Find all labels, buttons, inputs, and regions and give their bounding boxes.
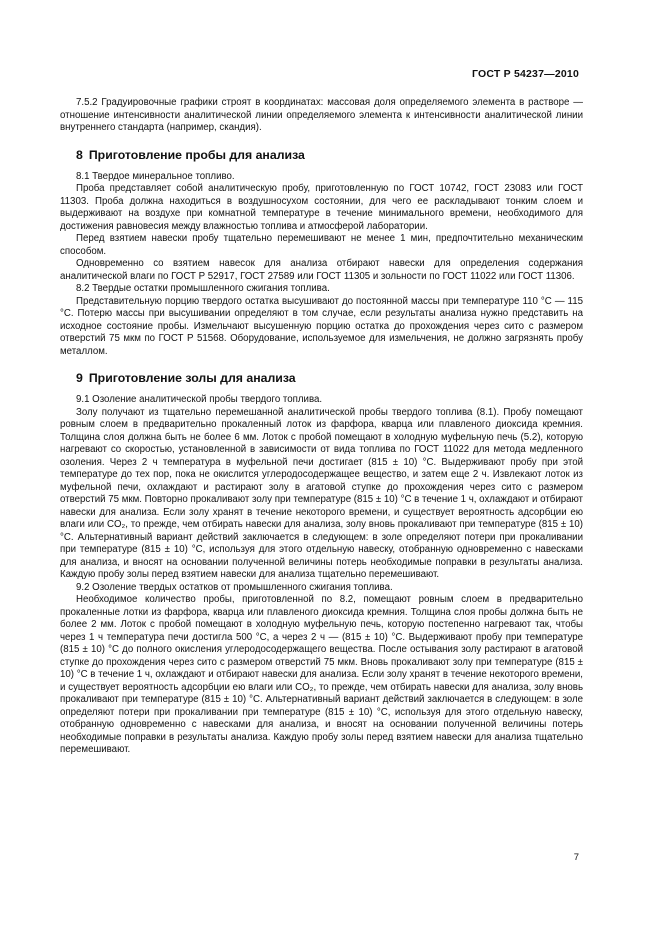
section-number: 8 bbox=[76, 147, 83, 162]
paragraph: Перед взятием навески пробу тщательно перемешивают не менее 1 мин, предпочтительно механическим способом. bbox=[60, 233, 583, 257]
section-heading bbox=[76, 148, 583, 162]
section-title: Приготовление пробы для анализа bbox=[88, 147, 305, 162]
paragraph: Проба представляет собой аналитическую пробу, приготовленную по ГОСТ 10742, ГОСТ 23083 или ГОСТ 11303. Проба должна находиться в воздушносухом состоянии, для чего ее раскладывают тонким слоем и выдерживают на воздухе при комнатной температуре в течение минимального времени, необходимого для достижения равновесия между влажностью топлива и атмосферой лаборатории. bbox=[60, 183, 583, 232]
paragraph: 8.2 Твердые остатки промышленного сжигания топлива. bbox=[76, 283, 330, 294]
section-title: Приготовление золы для анализа bbox=[88, 371, 296, 385]
paragraph: 8.1 Твердое минеральное топливо. bbox=[76, 170, 235, 182]
page-number: 7 bbox=[573, 852, 579, 863]
paragraph: Золу получают из тщательно перемешанной аналитической пробы твердого топлива (8.1). Пробу помещают ровным слоем в предварительно прокаленный лоток из фарфора, кварца или плавленого диоксида кремния. Толщина слоя должна быть не более 6 мм. Лоток с пробой помещают в холодную муфельную печь (5.2), которую нагревают со скоростью, установленной в зависимости от вида топлива по ГОСТ 11022 для метода медленного озоления. Через 2 ч температура в муфельной печи достигает (815 ± 10) °С. Выдерживают пробу при этой температуре до тех пор, пока не окислится углеродосодержащее вещество, и затем еще 2 ч. Извлекают лоток из муфельной печи, охлаждают и растирают золу в агатовой ступке до прохождения через сито с размером отверстий 75 мкм. Повторно прокаливают золу при температуре (815 ± 10) °С в течение 1 ч, охлаждают и отбирают навески для анализа. Если золу хранят в течение некоторого времени, и существует вероятность адсорбции ею влаги или CO₂, то прежде, чем отбирать навески для анализа, золу вновь прокаливают при температуре (815 ± 10) °С. Альтернативный вариант действий заключается в следующем: в золе определяют потери при прокаливании при температуре (815 ± 10) °С, используя для этого отдельную навеску, отобранную одновременно с навесками для анализа, и вносят на основании полученной величины потерь необходимые поправки в результаты анализа. Каждую пробу золы перед взятием навески для анализа тщательно перемешивают. bbox=[60, 406, 583, 580]
paragraph: Одновременно со взятием навесок для анализа отбирают навески для определения содержания аналитической влаги по ГОСТ Р 52917, ГОСТ 27589 или ГОСТ 11305 и зольности по ГОСТ 11022 или ГОСТ 11306. bbox=[60, 258, 583, 282]
section-number: 9 bbox=[76, 371, 83, 385]
paragraph: 7.5.2 Градуировочные графики строят в координатах: массовая доля определяемого элемента в растворе — отношение интенсивности аналитической линии определяемого элемента к интенсивности аналитической линии внутреннего стандарта (например, скандия). bbox=[60, 97, 583, 133]
paragraph: 9.1 Озоление аналитической пробы твердого топлива. bbox=[76, 394, 323, 405]
paragraph: Представительную порцию твердого остатка высушивают до постоянной массы при температуре 110 °С — 115 °С. Потерю массы при высушивании определяют в том случае, если результаты анализа нужно представить на исходное состояние пробы. Измельчают высушенную порцию остатка до прохождения через сито с размером отверстий 75 мкм по ГОСТ Р 51568. Оборудование, используемое для измельчения, не должно загрязнять пробу металлом. bbox=[60, 295, 583, 357]
document-body bbox=[60, 97, 583, 757]
section-heading bbox=[76, 371, 583, 385]
document-header: ГОСТ Р 54237—2010 bbox=[471, 68, 579, 80]
paragraph: 9.2 Озоление твердых остатков от промышленного сжигания топлива. bbox=[76, 581, 393, 593]
paragraph: Необходимое количество пробы, приготовленной по 8.2, помещают ровным слоем в предварительно прокаленные лотки из фарфора, кварца или плавленого диоксида кремния. Толщина слоя пробы должна быть не более 2 мм. Лоток с пробой помещают в холодную муфельную печь, которую постепенно нагревают так, чтобы через 1 ч температура печи достигла 500 °С, а через 2 ч — (815 ± 10) °С. Выдерживают пробу при температуре (815 ± 10) °С до полного окисления углеродосодержащего вещества. После остывания золу растирают в агатовой ступке до прохождения через сито с размером отверстий 75 мкм. Вновь прокаливают золу при температуре (815 ± 10) °С в течение 1 ч, охлаждают и отбирают навески для анализа. Если золу хранят в течение некоторого времени, и существует вероятность адсорбции ею влаги или CO₂, то прежде, чем отбирать навески для анализа, золу вновь прокаливают при температуре (815 ± 10) °С. Альтернативный вариант действий заключается в следующем: в золе определяют потери при прокаливании при температуре (815 ± 10) °С, используя для этого отдельную навеску, отобранную одновременно с навесками для анализа, и вносят на основании полученной величины потерь необходимые поправки в результаты анализа. Каждую пробу золы перед взятием навески для анализа тщательно перемешивают. bbox=[60, 594, 583, 755]
